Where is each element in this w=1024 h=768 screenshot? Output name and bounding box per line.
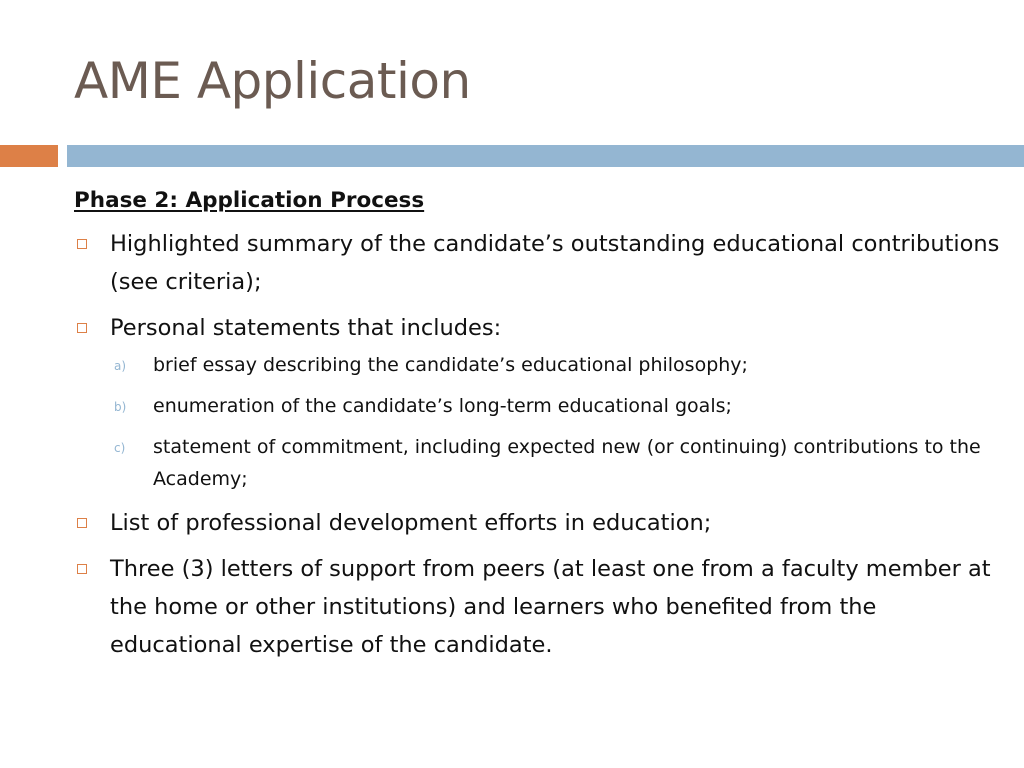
sub-text: enumeration of the candidate’s long-term educational goals; [153,395,732,417]
bullet-text: List of professional development efforts in education; [110,510,712,536]
sub-text: statement of commitment, including expected new (or continuing) contributions to the Academy; [153,436,981,490]
sub-item [74,431,1004,495]
accent-bar-orange [0,145,58,167]
bullet-text: Highlighted summary of the candidate’s outstanding educational contributions (see criteria); [110,231,1000,295]
section-heading: Phase 2: Application Process [74,188,425,213]
slide-title: AME Application [74,52,471,110]
sub-marker: c) [114,441,126,455]
square-bullet-icon [77,518,87,528]
sub-text: brief essay describing the candidate’s educational philosophy; [153,354,748,376]
sub-list [74,349,1004,495]
square-bullet-icon [77,564,87,574]
bullet-item [74,225,1004,301]
bullet-text: Personal statements that includes: [110,315,502,341]
bullet-text: Three (3) letters of support from peers (at least one from a faculty member at the home or other institutions) and learners who benefited from the educational expertise of the candidate. [110,556,991,658]
sub-item [74,390,1004,422]
square-bullet-icon [77,239,87,249]
bullet-item [74,504,1004,542]
sub-marker: b) [114,400,127,414]
slide-body [74,188,1004,672]
accent-bar-blue [67,145,1024,167]
bullet-item [74,309,1004,347]
square-bullet-icon [77,323,87,333]
sub-item [74,349,1004,381]
bullet-item [74,550,1004,664]
sub-marker: a) [114,359,127,373]
